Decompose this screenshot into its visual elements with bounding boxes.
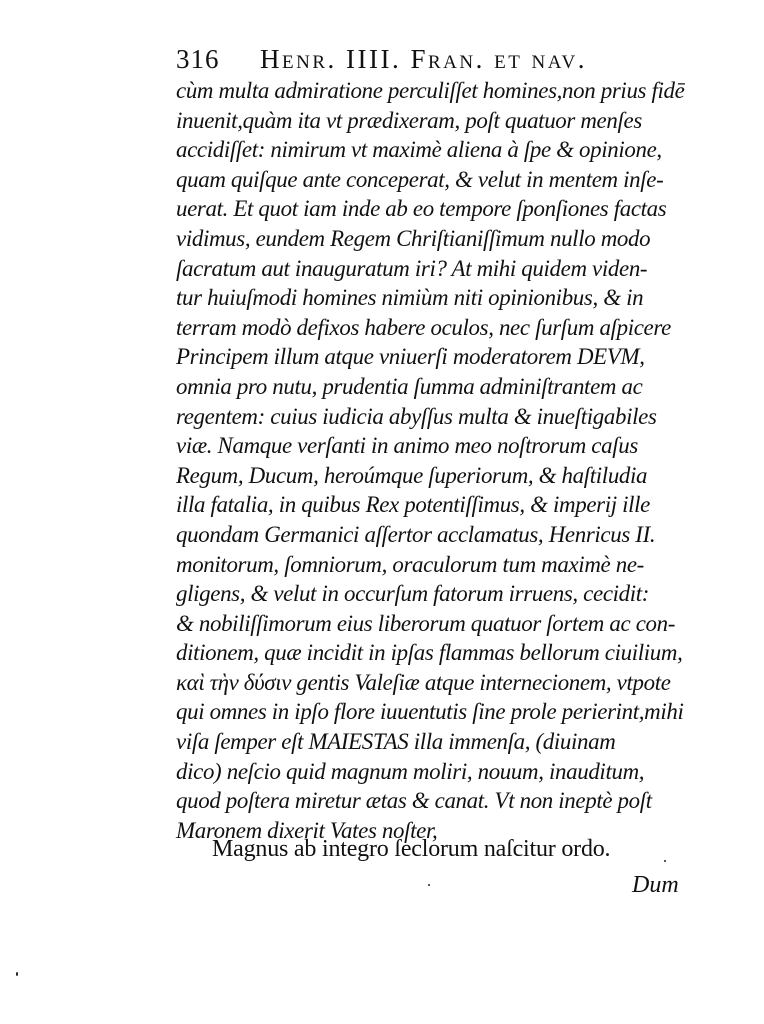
text-line: Maronem dixerit Vates noſter,: [176, 817, 438, 843]
text-line: & nobiliſſimorum eius liberorum quatuor ſortem ac con-: [176, 610, 676, 636]
text-line: quod poſtera miretur ætas & canat. Vt non ineptè poſt: [176, 788, 652, 814]
page-speck: [428, 884, 430, 886]
text-line: cùm multa admiratione perculiſſet homines,non prius fidē: [176, 78, 685, 103]
running-head: [176, 42, 696, 76]
running-title: Henr. IIII. Fran. et nav.: [260, 44, 588, 74]
verse-quotation: Magnus ab integro ſeclorum naſcitur ordo.: [212, 836, 611, 862]
text-line: viæ. Namque verſanti in animo meo noſtrorum caſus: [176, 433, 638, 459]
text-line: accidiſſet: nimirum vt maximè aliena à ſpe & opinione,: [176, 137, 662, 163]
text-line: uerat. Et quot iam inde ab eo tempore ſponſiones factas: [176, 196, 667, 222]
text-line: vidimus, eundem Regem Chriſtianiſſimum nullo modo: [176, 225, 651, 251]
text-line: regentem: cuius iudicia abyſſus multa & inueſtigabiles: [176, 403, 657, 429]
text-line: monitorum, ſomniorum, oraculorum tum maximè ne-: [176, 551, 644, 577]
text-line: viſa ſemper eſt MAIESTAS illa immenſa, (diuinam: [176, 729, 616, 755]
text-line: gligens, & velut in occurſum fatorum irruens, cecidit:: [176, 581, 650, 607]
text-line: Regum, Ducum, heroúmque ſuperiorum, & haſtiludia: [176, 462, 648, 488]
text-line: inuenit,quàm ita vt prædixeram, poſt quatuor menſes: [176, 107, 642, 133]
page-speck: [664, 860, 666, 862]
text-line: quondam Germanici aſſertor acclamatus, Henricus II.: [176, 521, 656, 547]
text-line: dico) neſcio quid magnum moliri, nouum, inauditum,: [176, 758, 645, 784]
text-line: qui omnes in ipſo flore iuuentutis ſine prole perierint,mihi: [176, 699, 684, 725]
text-line: ditionem, quæ incidit in ipſas flammas bellorum ciuilium,: [176, 640, 683, 666]
text-line: ſacratum aut inauguratum iri? At mihi quidem viden-: [176, 255, 648, 281]
body-text: [176, 76, 706, 845]
page-speck: [16, 972, 18, 976]
text-line: quam quiſque ante conceperat, & velut in mentem inſe-: [176, 166, 664, 192]
text-line: Principem illum atque vniuerſi moderatorem DEVM,: [176, 344, 645, 370]
text-line: tur huiuſmodi homines nimiùm niti opinionibus, & in: [176, 285, 644, 311]
text-line: καὶ τὴν δύσιν gentis Valeſiæ atque internecionem, vtpote: [176, 669, 671, 695]
text-line: omnia pro nutu, prudentia ſumma adminiſtrantem ac: [176, 373, 643, 399]
text-line: terram modò defixos habere oculos, nec ſurſum aſpicere: [176, 314, 671, 340]
catchword: Dum: [632, 872, 679, 898]
page-number: 316: [176, 44, 220, 74]
text-line: illa fatalia, in quibus Rex potentiſſimus, & imperij ille: [176, 492, 651, 518]
